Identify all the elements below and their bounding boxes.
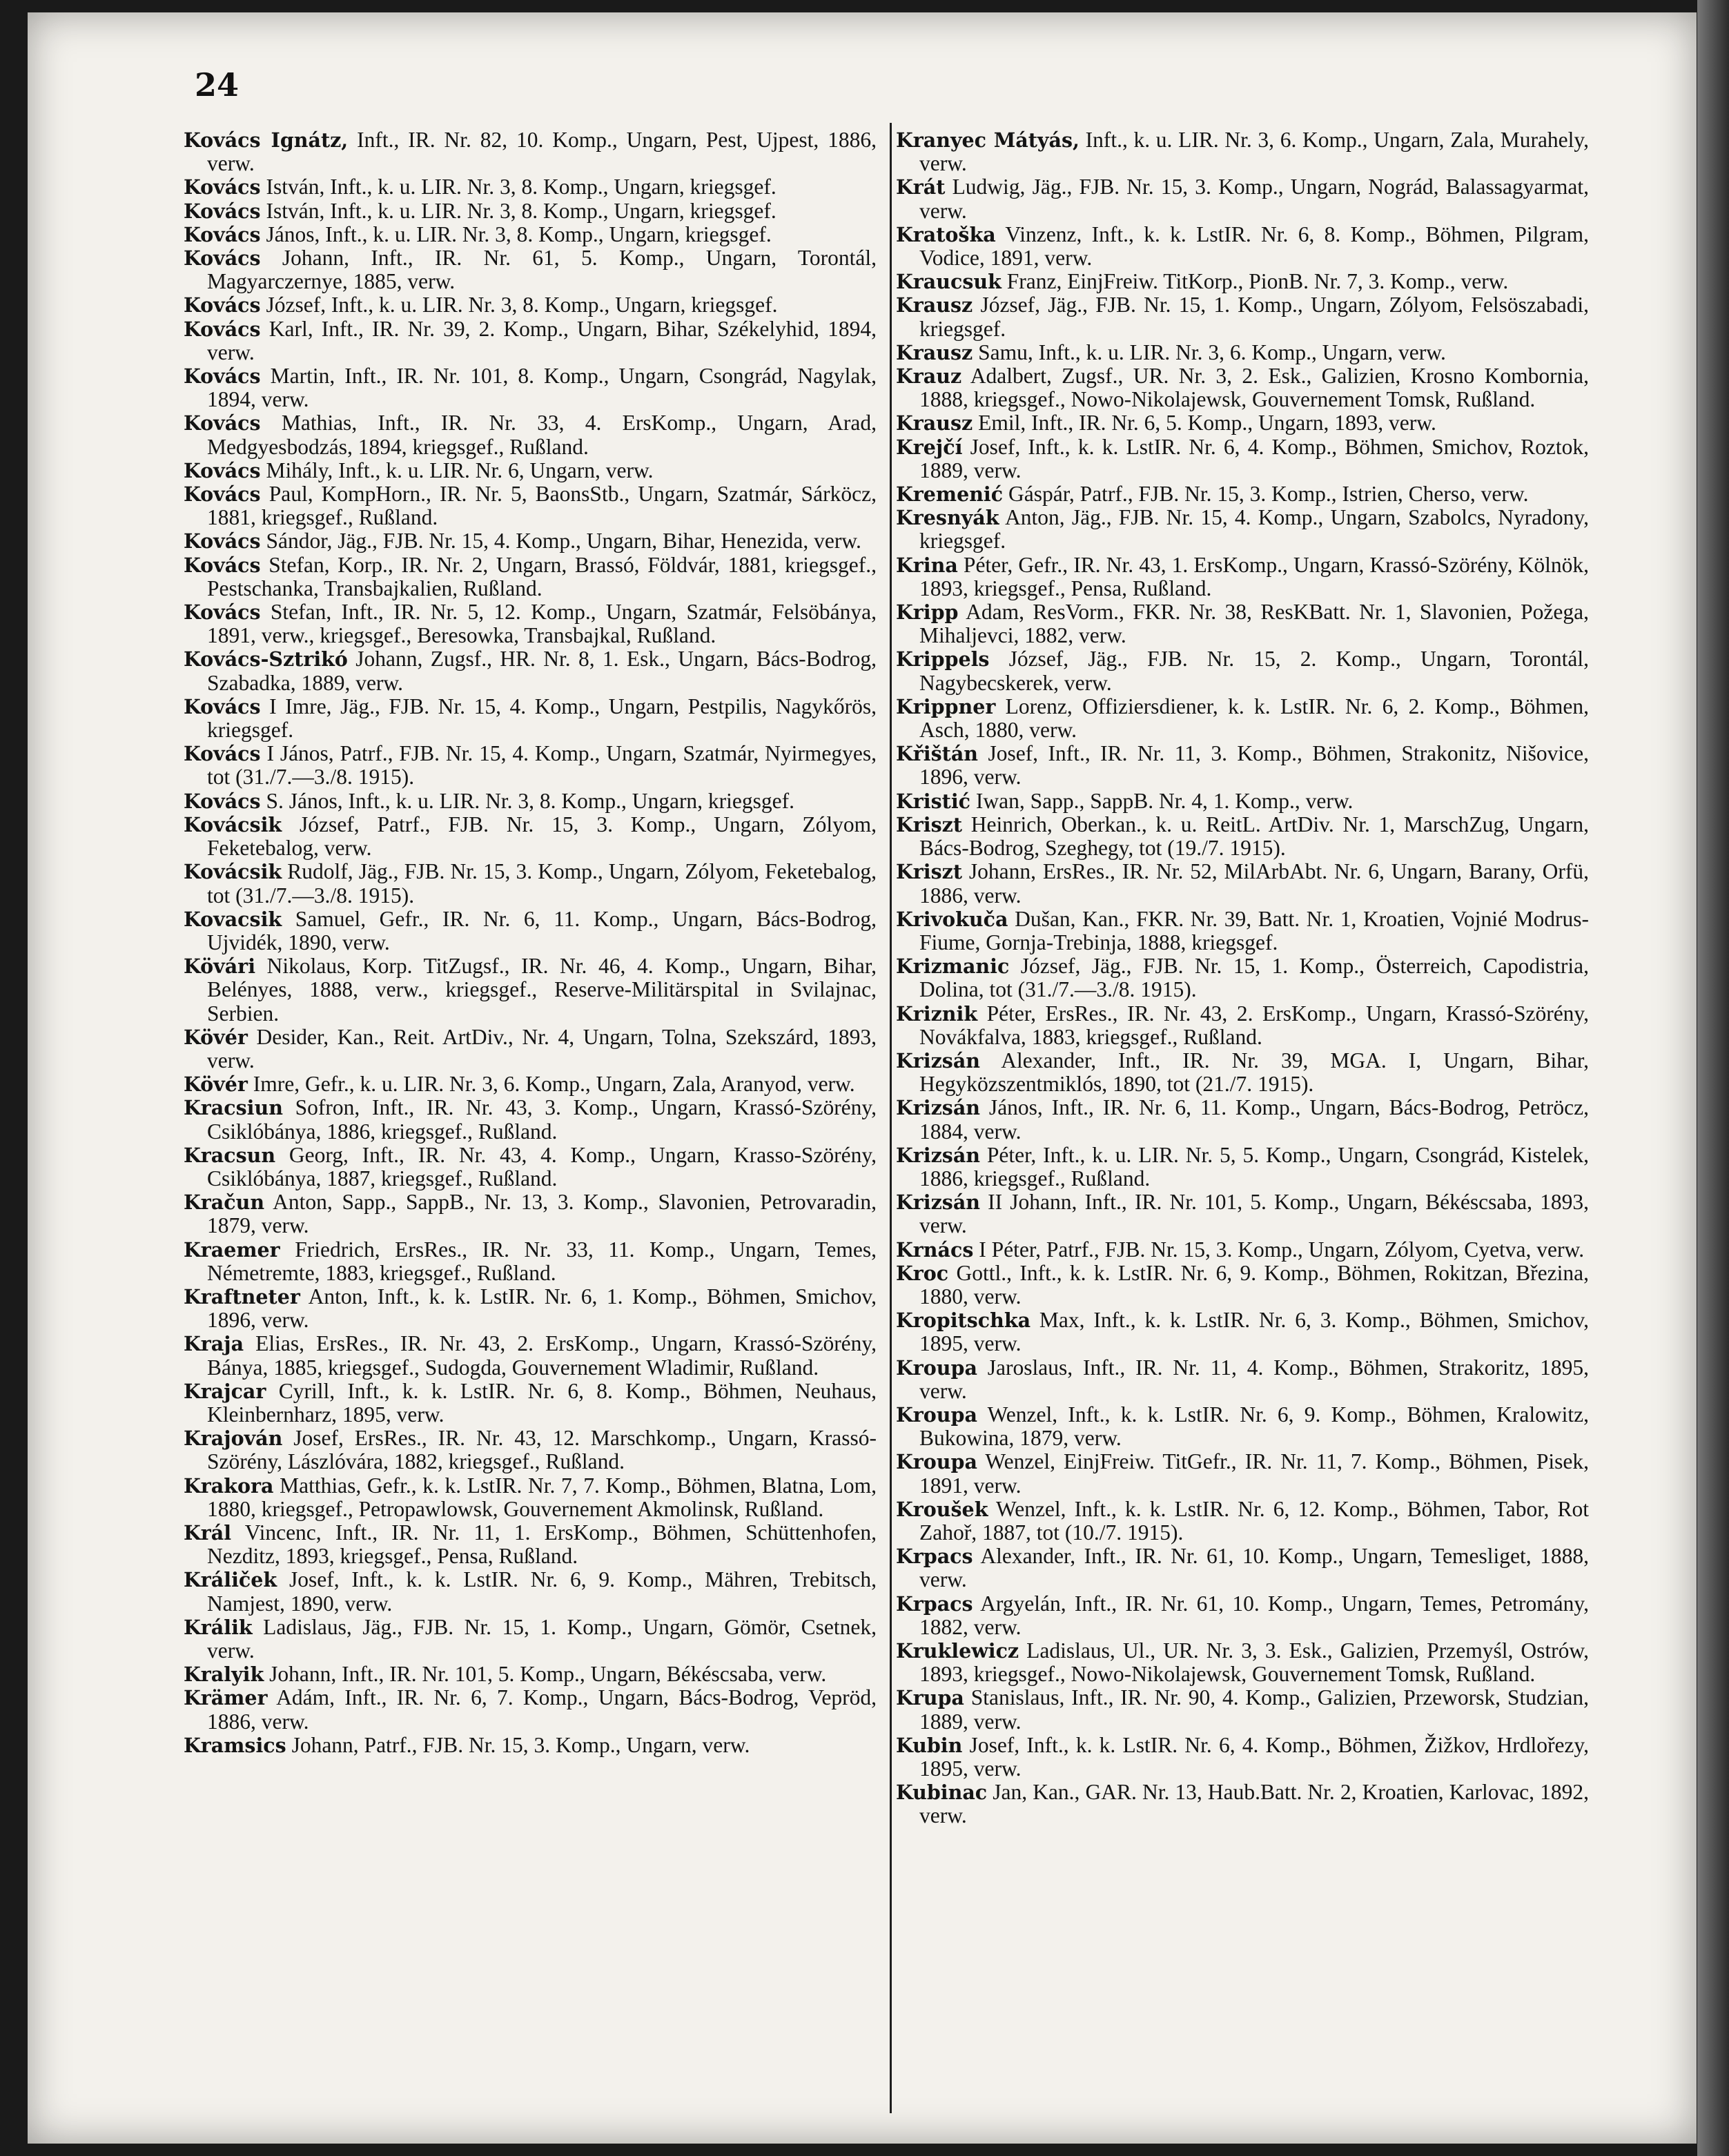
- entry-surname: Kubin: [896, 1733, 963, 1757]
- entry-details: János, Inft., IR. Nr. 6, 11. Komp., Ungarn, Bács-Bodrog, Petröcz, 1884, verw.: [919, 1095, 1589, 1144]
- casualty-entry: [184, 600, 877, 647]
- entry-surname: Kroupa: [896, 1402, 977, 1427]
- casualty-entry: [896, 1049, 1589, 1096]
- casualty-entry: [896, 1144, 1589, 1190]
- entry-surname: Kovács Ignátz,: [184, 128, 349, 152]
- casualty-entry: [184, 908, 877, 954]
- entry-details: Anton, Jäg., FJB. Nr. 15, 4. Komp., Ungarn, Szabolcs, Nyradony, kriegsgef.: [919, 505, 1589, 553]
- entry-details: Friedrich, ErsRes., IR. Nr. 33, 11. Komp., Ungarn, Temes, Németremte, 1883, kriegsgef., Rußland.: [207, 1237, 877, 1285]
- casualty-entry: [896, 1309, 1589, 1355]
- casualty-entry: [184, 1144, 877, 1190]
- entry-surname: Kovács: [184, 789, 261, 813]
- entry-details: Franz, EinjFreiw. TitKorp., PionB. Nr. 7, 3. Komp., verw.: [1001, 269, 1509, 294]
- entry-surname: Krämer: [184, 1686, 268, 1710]
- casualty-entry: [896, 1498, 1589, 1545]
- casualty-entry: [184, 553, 877, 600]
- entry-details: János, Inft., k. u. LIR. Nr. 3, 8. Komp., Ungarn, kriegsgef.: [260, 222, 772, 246]
- casualty-entry: [896, 647, 1589, 694]
- entry-surname: Kremenić: [896, 482, 1004, 507]
- entry-surname: Krivokuča: [896, 907, 1008, 931]
- casualty-entry: [896, 742, 1589, 789]
- casualty-entry: [184, 199, 877, 223]
- entry-surname: Krnács: [896, 1237, 974, 1262]
- casualty-entry: [184, 860, 877, 907]
- entry-surname: Kovács: [184, 529, 261, 553]
- scan-edge: [1697, 0, 1729, 2156]
- entry-details: Mihály, Inft., k. u. LIR. Nr. 6, Ungarn, verw.: [260, 458, 654, 482]
- entry-details: Georg, Inft., IR. Nr. 43, 4. Komp., Ungarn, Krasso-Szörény, Csiklóbánya, 1887, kriegsgef., Rußland.: [207, 1142, 877, 1190]
- casualty-entry: [184, 1096, 877, 1143]
- entry-surname: Křištán: [896, 742, 979, 766]
- entry-details: Imre, Gefr., k. u. LIR. Nr. 3, 6. Komp., Ungarn, Zala, Aranyod, verw.: [247, 1072, 855, 1097]
- casualty-entry: [896, 1096, 1589, 1143]
- entry-surname: Kripp: [896, 600, 959, 625]
- entry-details: Jaroslaus, Inft., IR. Nr. 11, 4. Komp., Böhmen, Strakoritz, 1895, verw.: [919, 1355, 1589, 1403]
- casualty-entry: [184, 223, 877, 246]
- entry-surname: Krauz: [896, 364, 962, 389]
- entry-surname: Krizsán: [896, 1190, 981, 1215]
- entry-surname: Krpacs: [896, 1545, 973, 1569]
- entry-details: Gottl., Inft., k. k. LstIR. Nr. 6, 9. Komp., Böhmen, Rokitzan, Březina, 1880, verw.: [919, 1260, 1589, 1309]
- entry-surname: Kovácsik: [184, 812, 282, 836]
- entry-surname: Kovács-Sztrikó: [184, 647, 348, 672]
- entry-surname: Králik: [184, 1615, 253, 1639]
- entry-details: Péter, Inft., k. u. LIR. Nr. 5, 5. Komp., Ungarn, Csongrád, Kistelek, 1886, kriegsgef., Rußland.: [919, 1142, 1589, 1190]
- entry-surname: Kraucsuk: [896, 270, 1002, 294]
- entry-surname: Krizsán: [896, 1143, 981, 1167]
- casualty-entry: [896, 1734, 1589, 1781]
- casualty-entry: [184, 813, 877, 860]
- entry-surname: Kristić: [896, 789, 971, 813]
- entry-details: József, Inft., k. u. LIR. Nr. 3, 8. Komp., Ungarn, kriegsgef.: [260, 293, 778, 317]
- entry-details: Johann, Inft., IR. Nr. 61, 5. Komp., Ungarn, Torontál, Magyarczernye, 1885, verw.: [207, 246, 877, 294]
- entry-surname: Krausz: [896, 411, 973, 435]
- entry-surname: Kovacsik: [184, 907, 282, 931]
- entry-details: Argyelán, Inft., IR. Nr. 61, 10. Komp., Ungarn, Temes, Petromány, 1882, verw.: [919, 1591, 1589, 1639]
- casualty-entry: [896, 223, 1589, 270]
- entry-details: II Johann, Inft., IR. Nr. 101, 5. Komp., Ungarn, Békéscsaba, 1893, verw.: [919, 1190, 1589, 1238]
- entry-details: Desider, Kan., Reit. ArtDiv., Nr. 4, Ungarn, Tolna, Szekszárd, 1893, verw.: [207, 1024, 877, 1072]
- entry-details: Vincenc, Inft., IR. Nr. 11, 1. ErsKomp., Böhmen, Schüttenhofen, Nezditz, 1893, kriegsgef., Pensa, Rußland.: [207, 1520, 877, 1569]
- casualty-entry: [184, 647, 877, 694]
- entry-surname: Kovács: [184, 222, 261, 246]
- entry-details: Anton, Inft., k. k. LstIR. Nr. 6, 1. Komp., Böhmen, Smichov, 1896, verw.: [207, 1284, 877, 1333]
- entry-details: Lorenz, Offiziersdiener, k. k. LstIR. Nr. 6, 2. Komp., Böhmen, Asch, 1880, verw.: [919, 694, 1589, 743]
- entry-surname: Kovácsik: [184, 860, 282, 884]
- entry-details: József, Jäg., FJB. Nr. 15, 2. Komp., Ungarn, Torontál, Nagybecskerek, verw.: [919, 647, 1589, 695]
- entry-surname: Krát: [896, 175, 946, 199]
- casualty-entry: [896, 1238, 1589, 1262]
- document-page: [28, 12, 1697, 2144]
- entry-details: Alexander, Inft., IR. Nr. 61, 10. Komp., Ungarn, Temesliget, 1888, verw.: [919, 1544, 1589, 1592]
- entry-details: Emil, Inft., IR. Nr. 6, 5. Komp., Ungarn, 1893, verw.: [973, 411, 1436, 435]
- entry-surname: Kralyik: [184, 1663, 264, 1687]
- entry-details: S. János, Inft., k. u. LIR. Nr. 3, 8. Komp., Ungarn, kriegsgef.: [260, 788, 795, 813]
- casualty-entry: [896, 482, 1589, 506]
- entry-details: Cyrill, Inft., k. k. LstIR. Nr. 6, 8. Komp., Böhmen, Neuhaus, Kleinbernharz, 1895, verw.: [207, 1378, 877, 1427]
- casualty-entry: [184, 175, 877, 199]
- casualty-entry: [896, 1190, 1589, 1237]
- casualty-entry: [184, 1521, 877, 1568]
- casualty-entry: [184, 1616, 877, 1663]
- casualty-entry: [184, 482, 877, 529]
- entry-surname: Krizsán: [896, 1048, 981, 1072]
- entry-surname: Kracsun: [184, 1143, 276, 1167]
- casualty-entry: [896, 1262, 1589, 1309]
- entry-surname: Kovács: [184, 364, 261, 389]
- entry-surname: Krakora: [184, 1473, 274, 1498]
- entry-details: József, Patrf., FJB. Nr. 15, 3. Komp., Ungarn, Zólyom, Feketebalog, verw.: [207, 812, 877, 861]
- entry-surname: Kroc: [896, 1261, 949, 1285]
- entry-surname: Král: [184, 1520, 232, 1545]
- entry-surname: Kovács: [184, 482, 261, 507]
- entry-surname: Kruklewicz: [896, 1639, 1019, 1663]
- casualty-entry: [896, 1639, 1589, 1686]
- casualty-entry: [896, 908, 1589, 954]
- entry-surname: Krausz: [896, 293, 973, 317]
- entry-details: Stanislaus, Inft., IR. Nr. 90, 4. Komp., Galizien, Przeworsk, Studzian, 1889, verw.: [919, 1685, 1589, 1734]
- left-column: [184, 128, 877, 1757]
- entry-details: Anton, Sapp., SappB., Nr. 13, 3. Komp., Slavonien, Petrovaradin, 1879, verw.: [207, 1190, 877, 1238]
- entry-details: Rudolf, Jäg., FJB. Nr. 15, 3. Komp., Ungarn, Zólyom, Feketebalog, tot (31./7.—3./8. 1915).: [207, 859, 877, 908]
- entry-details: Wenzel, Inft., k. k. LstIR. Nr. 6, 9. Komp., Böhmen, Kralowitz, Bukowina, 1879, verw.: [919, 1402, 1589, 1451]
- casualty-entry: [184, 411, 877, 458]
- entry-details: Stefan, Korp., IR. Nr. 2, Ungarn, Brassó, Földvár, 1881, kriegsgef., Pestschanka, Transbajkalien, Rußland.: [207, 552, 877, 600]
- entry-details: Josef, Inft., k. k. LstIR. Nr. 6, 9. Komp., Mähren, Trebitsch, Namjest, 1890, verw.: [207, 1567, 877, 1616]
- casualty-entry: [896, 813, 1589, 860]
- entry-surname: Kovács: [184, 293, 261, 317]
- entry-surname: Kratoška: [896, 222, 996, 246]
- entry-surname: Kresnyák: [896, 506, 999, 530]
- entry-details: József, Jäg., FJB. Nr. 15, 1. Komp., Österreich, Capodistria, Dolina, tot (31./7.—3./8. 1915).: [919, 954, 1589, 1002]
- entry-details: Sándor, Jäg., FJB. Nr. 15, 4. Komp., Ungarn, Bihar, Henezida, verw.: [260, 529, 861, 553]
- entry-details: Elias, ErsRes., IR. Nr. 43, 2. ErsKomp., Ungarn, Krassó-Szörény, Bánya, 1885, kriegsgef., Sudogda, Gouvernement Wladimir, Rußland.: [207, 1331, 877, 1380]
- entry-surname: Krpacs: [896, 1591, 973, 1616]
- casualty-entry: [896, 553, 1589, 600]
- entry-details: Stefan, Inft., IR. Nr. 5, 12. Komp., Ungarn, Szatmár, Felsöbánya, 1891, verw., kriegsgef., Beresowka, Transbajkal, Rußland.: [207, 600, 877, 648]
- entry-details: Adám, Inft., IR. Nr. 6, 7. Komp., Ungarn, Bács-Bodrog, Vepröd, 1886, verw.: [207, 1685, 877, 1734]
- entry-surname: Kriszt: [896, 812, 963, 836]
- entry-details: József, Jäg., FJB. Nr. 15, 1. Komp., Ungarn, Zólyom, Felsöszabadi, kriegsgef.: [919, 293, 1589, 341]
- casualty-entry: [184, 128, 877, 175]
- entry-details: I Imre, Jäg., FJB. Nr. 15, 4. Komp., Ungarn, Pestpilis, Nagykőrös, kriegsgef.: [207, 694, 877, 743]
- entry-surname: Kranyec Mátyás,: [896, 128, 1080, 152]
- casualty-entry: [896, 411, 1589, 435]
- right-column: [896, 128, 1589, 1828]
- entry-surname: Kramsics: [184, 1733, 286, 1757]
- entry-details: Gáspár, Patrf., FJB. Nr. 15, 3. Komp., Istrien, Cherso, verw.: [1003, 482, 1529, 507]
- entry-details: Inft., IR. Nr. 82, 10. Komp., Ungarn, Pest, Ujpest, 1886, verw.: [207, 128, 877, 176]
- entry-surname: Kovács: [184, 317, 261, 341]
- entry-surname: Kovács: [184, 600, 261, 625]
- casualty-entry: [896, 175, 1589, 222]
- casualty-entry: [184, 1686, 877, 1733]
- entry-details: István, Inft., k. u. LIR. Nr. 3, 8. Komp., Ungarn, kriegsgef.: [260, 198, 776, 223]
- casualty-entry: [184, 317, 877, 364]
- entry-details: Mathias, Inft., IR. Nr. 33, 4. ErsKomp., Ungarn, Arad, Medgyesbodzás, 1894, kriegsgef., Rußland.: [207, 411, 877, 459]
- entry-details: Ludwig, Jäg., FJB. Nr. 15, 3. Komp., Ungarn, Nográd, Balassagyarmat, verw.: [919, 175, 1589, 223]
- entry-details: Johann, Zugsf., HR. Nr. 8, 1. Esk., Ungarn, Bács-Bodrog, Szabadka, 1889, verw.: [207, 647, 877, 695]
- entry-details: Josef, ErsRes., IR. Nr. 43, 12. Marschkomp., Ungarn, Krassó-Szörény, Lászlóvára, 1882, kriegsgef., Rußland.: [207, 1426, 877, 1474]
- casualty-entry: [896, 1450, 1589, 1497]
- casualty-entry: [896, 860, 1589, 907]
- entry-details: Péter, ErsRes., IR. Nr. 43, 2. ErsKomp., Ungarn, Krassó-Szörény, Novákfalva, 1883, kriegsgef., Rußland.: [919, 1001, 1589, 1049]
- entry-surname: Kropitschka: [896, 1309, 1031, 1333]
- casualty-entry: [184, 364, 877, 411]
- entry-details: Vinzenz, Inft., k. k. LstIR. Nr. 6, 8. Komp., Böhmen, Pilgram, Vodice, 1891, verw.: [919, 222, 1589, 271]
- casualty-entry: [184, 1190, 877, 1237]
- page-number: 24: [195, 66, 240, 104]
- entry-surname: Kovács: [184, 246, 261, 271]
- entry-surname: Kovács: [184, 742, 261, 766]
- casualty-entry: [896, 790, 1589, 813]
- casualty-entry: [896, 1592, 1589, 1639]
- casualty-entry: [184, 1734, 877, 1757]
- entry-surname: Kovács: [184, 199, 261, 223]
- casualty-entry: [184, 1663, 877, 1686]
- casualty-entry: [184, 1238, 877, 1285]
- casualty-entry: [896, 1781, 1589, 1827]
- entry-details: Alexander, Inft., IR. Nr. 39, MGA. I, Ungarn, Bihar, Hegyközszentmiklós, 1890, tot (21./7. 1915).: [919, 1048, 1589, 1097]
- entry-details: I János, Patrf., FJB. Nr. 15, 4. Komp., Ungarn, Szatmár, Nyirmegyes, tot (31./7.—3./8. 1915).: [207, 741, 877, 790]
- entry-surname: Krejčí: [896, 435, 963, 459]
- entry-surname: Kövér: [184, 1072, 248, 1097]
- casualty-entry: [896, 600, 1589, 647]
- entry-surname: Krajcar: [184, 1379, 266, 1403]
- entry-surname: Kračun: [184, 1190, 265, 1215]
- casualty-entry: [896, 435, 1589, 482]
- casualty-entry: [896, 270, 1589, 293]
- entry-details: Adam, ResVorm., FKR. Nr. 38, ResKBatt. Nr. 1, Slavonien, Požega, Mihaljevci, 1882, verw.: [919, 600, 1589, 648]
- entry-details: Paul, KompHorn., IR. Nr. 5, BaonsStb., Ungarn, Szatmár, Sárköcz, 1881, kriegsgef., Rußland.: [207, 482, 877, 530]
- entry-details: Heinrich, Oberkan., k. u. ReitL. ArtDiv. Nr. 1, MarschZug, Ungarn, Bács-Bodrog, Szeghegy, tot (19./7. 1915).: [919, 812, 1589, 861]
- entry-surname: Kroupa: [896, 1355, 977, 1380]
- entry-surname: Králiček: [184, 1568, 277, 1592]
- entry-surname: Kriznik: [896, 1001, 978, 1026]
- entry-surname: Kovács: [184, 175, 261, 199]
- entry-details: Wenzel, Inft., k. k. LstIR. Nr. 6, 12. Komp., Böhmen, Tabor, Rot Zahoř, 1887, tot (10./7. 1915).: [919, 1496, 1589, 1545]
- casualty-entry: [896, 364, 1589, 411]
- entry-details: Karl, Inft., IR. Nr. 39, 2. Komp., Ungarn, Bihar, Székelyhid, 1894, verw.: [207, 316, 877, 364]
- entry-surname: Kriszt: [896, 860, 963, 884]
- casualty-entry: [184, 246, 877, 293]
- entry-details: Johann, Patrf., FJB. Nr. 15, 3. Komp., Ungarn, verw.: [286, 1732, 750, 1757]
- entry-surname: Kubinac: [896, 1781, 988, 1805]
- casualty-entry: [896, 1545, 1589, 1591]
- column-divider: [890, 123, 892, 2113]
- entry-details: Jan, Kan., GAR. Nr. 13, Haub.Batt. Nr. 2, Kroatien, Karlovac, 1892, verw.: [919, 1780, 1589, 1828]
- entry-surname: Kovács: [184, 411, 261, 435]
- casualty-entry: [896, 506, 1589, 553]
- casualty-entry: [184, 742, 877, 789]
- entry-details: Matthias, Gefr., k. k. LstIR. Nr. 7, 7. Komp., Böhmen, Blatna, Lom, 1880, kriegsgef., Petropawlowsk, Gouvernement Akmolinsk, Rußland.: [207, 1473, 877, 1521]
- casualty-entry: [184, 1072, 877, 1096]
- entry-surname: Krizsán: [896, 1096, 981, 1120]
- entry-surname: Kracsiun: [184, 1096, 283, 1120]
- entry-surname: Kraftneter: [184, 1284, 300, 1309]
- casualty-entry: [184, 1427, 877, 1473]
- entry-details: Dušan, Kan., FKR. Nr. 39, Batt. Nr. 1, Kroatien, Vojnié Modrus-Fiume, Gornja-Trebinja, 1888, kriegsgef.: [919, 906, 1589, 954]
- entry-surname: Krupa: [896, 1686, 964, 1710]
- casualty-entry: [896, 293, 1589, 340]
- entry-details: Adalbert, Zugsf., UR. Nr. 3, 2. Esk., Galizien, Krosno Kombornia, 1888, kriegsgef., Nowo-Nikolajewsk, Gouvernement Tomsk, Rußland.: [919, 364, 1589, 412]
- entry-surname: Krippner: [896, 694, 996, 718]
- entry-details: Samuel, Gefr., IR. Nr. 6, 11. Komp., Ungarn, Bács-Bodrog, Ujvidék, 1890, verw.: [207, 906, 877, 954]
- casualty-entry: [896, 954, 1589, 1001]
- casualty-entry: [896, 1356, 1589, 1403]
- entry-surname: Kroušek: [896, 1497, 988, 1521]
- casualty-entry: [184, 293, 877, 317]
- casualty-entry: [896, 1686, 1589, 1733]
- casualty-entry: [184, 695, 877, 742]
- entry-details: Sofron, Inft., IR. Nr. 43, 3. Komp., Ungarn, Krassó-Szörény, Csiklóbánya, 1886, kriegsgef., Rußland.: [207, 1095, 877, 1144]
- entry-surname: Krippels: [896, 647, 990, 672]
- casualty-entry: [896, 128, 1589, 175]
- casualty-entry: [184, 790, 877, 813]
- entry-details: Josef, Inft., k. k. LstIR. Nr. 6, 4. Komp., Böhmen, Smichov, Roztok, 1889, verw.: [919, 434, 1589, 482]
- casualty-entry: [184, 1285, 877, 1332]
- casualty-entry: [184, 1568, 877, 1615]
- entry-surname: Kövér: [184, 1025, 248, 1049]
- entry-details: Ladislaus, Jäg., FJB. Nr. 15, 1. Komp., Ungarn, Gömör, Csetnek, verw.: [207, 1614, 877, 1663]
- entry-surname: Krajován: [184, 1427, 283, 1451]
- entry-details: Ladislaus, Ul., UR. Nr. 3, 3. Esk., Galizien, Przemyśl, Ostrów, 1893, kriegsgef., Nowo-Nikolajewsk, Gouvernement Tomsk, Rußland.: [919, 1638, 1589, 1687]
- entry-details: Iwan, Sapp., SappB. Nr. 4, 1. Komp., verw.: [970, 788, 1354, 813]
- entry-details: Johann, ErsRes., IR. Nr. 52, MilArbAbt. Nr. 6, Ungarn, Barany, Orfü, 1886, verw.: [919, 859, 1589, 908]
- casualty-entry: [184, 459, 877, 482]
- entry-details: Max, Inft., k. k. LstIR. Nr. 6, 3. Komp., Böhmen, Smichov, 1895, verw.: [919, 1308, 1589, 1356]
- casualty-entry: [184, 954, 877, 1026]
- casualty-entry: [896, 341, 1589, 364]
- entry-details: I Péter, Patrf., FJB. Nr. 15, 3. Komp., Ungarn, Zólyom, Cyetva, verw.: [973, 1237, 1585, 1262]
- entry-surname: Kovács: [184, 694, 261, 718]
- entry-surname: Krausz: [896, 340, 973, 364]
- entry-details: Nikolaus, Korp. TitZugsf., IR. Nr. 46, 4. Komp., Ungarn, Bihar, Belényes, 1888, verw., kriegsgef., Reserve-Militärspital in Svilajnac, Serbien.: [207, 954, 877, 1026]
- casualty-entry: [184, 1332, 877, 1379]
- entry-surname: Kraemer: [184, 1237, 280, 1262]
- entry-surname: Kovács: [184, 458, 261, 482]
- entry-details: István, Inft., k. u. LIR. Nr. 3, 8. Komp., Ungarn, kriegsgef.: [260, 175, 776, 199]
- entry-details: Wenzel, EinjFreiw. TitGefr., IR. Nr. 11, 7. Komp., Böhmen, Pisek, 1891, verw.: [919, 1449, 1589, 1498]
- entry-details: Inft., k. u. LIR. Nr. 3, 6. Komp., Ungarn, Zala, Murahely, verw.: [919, 128, 1589, 176]
- entry-details: Josef, Inft., IR. Nr. 11, 3. Komp., Böhmen, Strakonitz, Nišovice, 1896, verw.: [919, 741, 1589, 790]
- entry-surname: Kovács: [184, 553, 261, 577]
- entry-surname: Kövári: [184, 954, 256, 979]
- casualty-entry: [896, 1403, 1589, 1450]
- entry-details: Johann, Inft., IR. Nr. 101, 5. Komp., Ungarn, Békéscsaba, verw.: [264, 1662, 827, 1687]
- casualty-entry: [896, 695, 1589, 742]
- entry-details: Péter, Gefr., IR. Nr. 43, 1. ErsKomp., Ungarn, Krassó-Szörény, Kölnök, 1893, kriegsgef., Pensa, Rußland.: [919, 552, 1589, 600]
- casualty-entry: [184, 529, 877, 553]
- casualty-entry: [184, 1474, 877, 1521]
- entry-surname: Kraja: [184, 1332, 244, 1356]
- casualty-entry: [184, 1380, 877, 1427]
- entry-surname: Krizmanic: [896, 954, 1010, 979]
- entry-details: Martin, Inft., IR. Nr. 101, 8. Komp., Ungarn, Csongrád, Nagylak, 1894, verw.: [207, 364, 877, 412]
- entry-details: Josef, Inft., k. k. LstIR. Nr. 6, 4. Komp., Böhmen, Žižkov, Hrdlořezy, 1895, verw.: [919, 1732, 1589, 1781]
- casualty-entry: [184, 1026, 877, 1072]
- entry-surname: Krina: [896, 553, 958, 577]
- entry-details: Samu, Inft., k. u. LIR. Nr. 3, 6. Komp., Ungarn, verw.: [973, 340, 1446, 364]
- casualty-entry: [896, 1002, 1589, 1049]
- entry-surname: Kroupa: [896, 1450, 977, 1474]
